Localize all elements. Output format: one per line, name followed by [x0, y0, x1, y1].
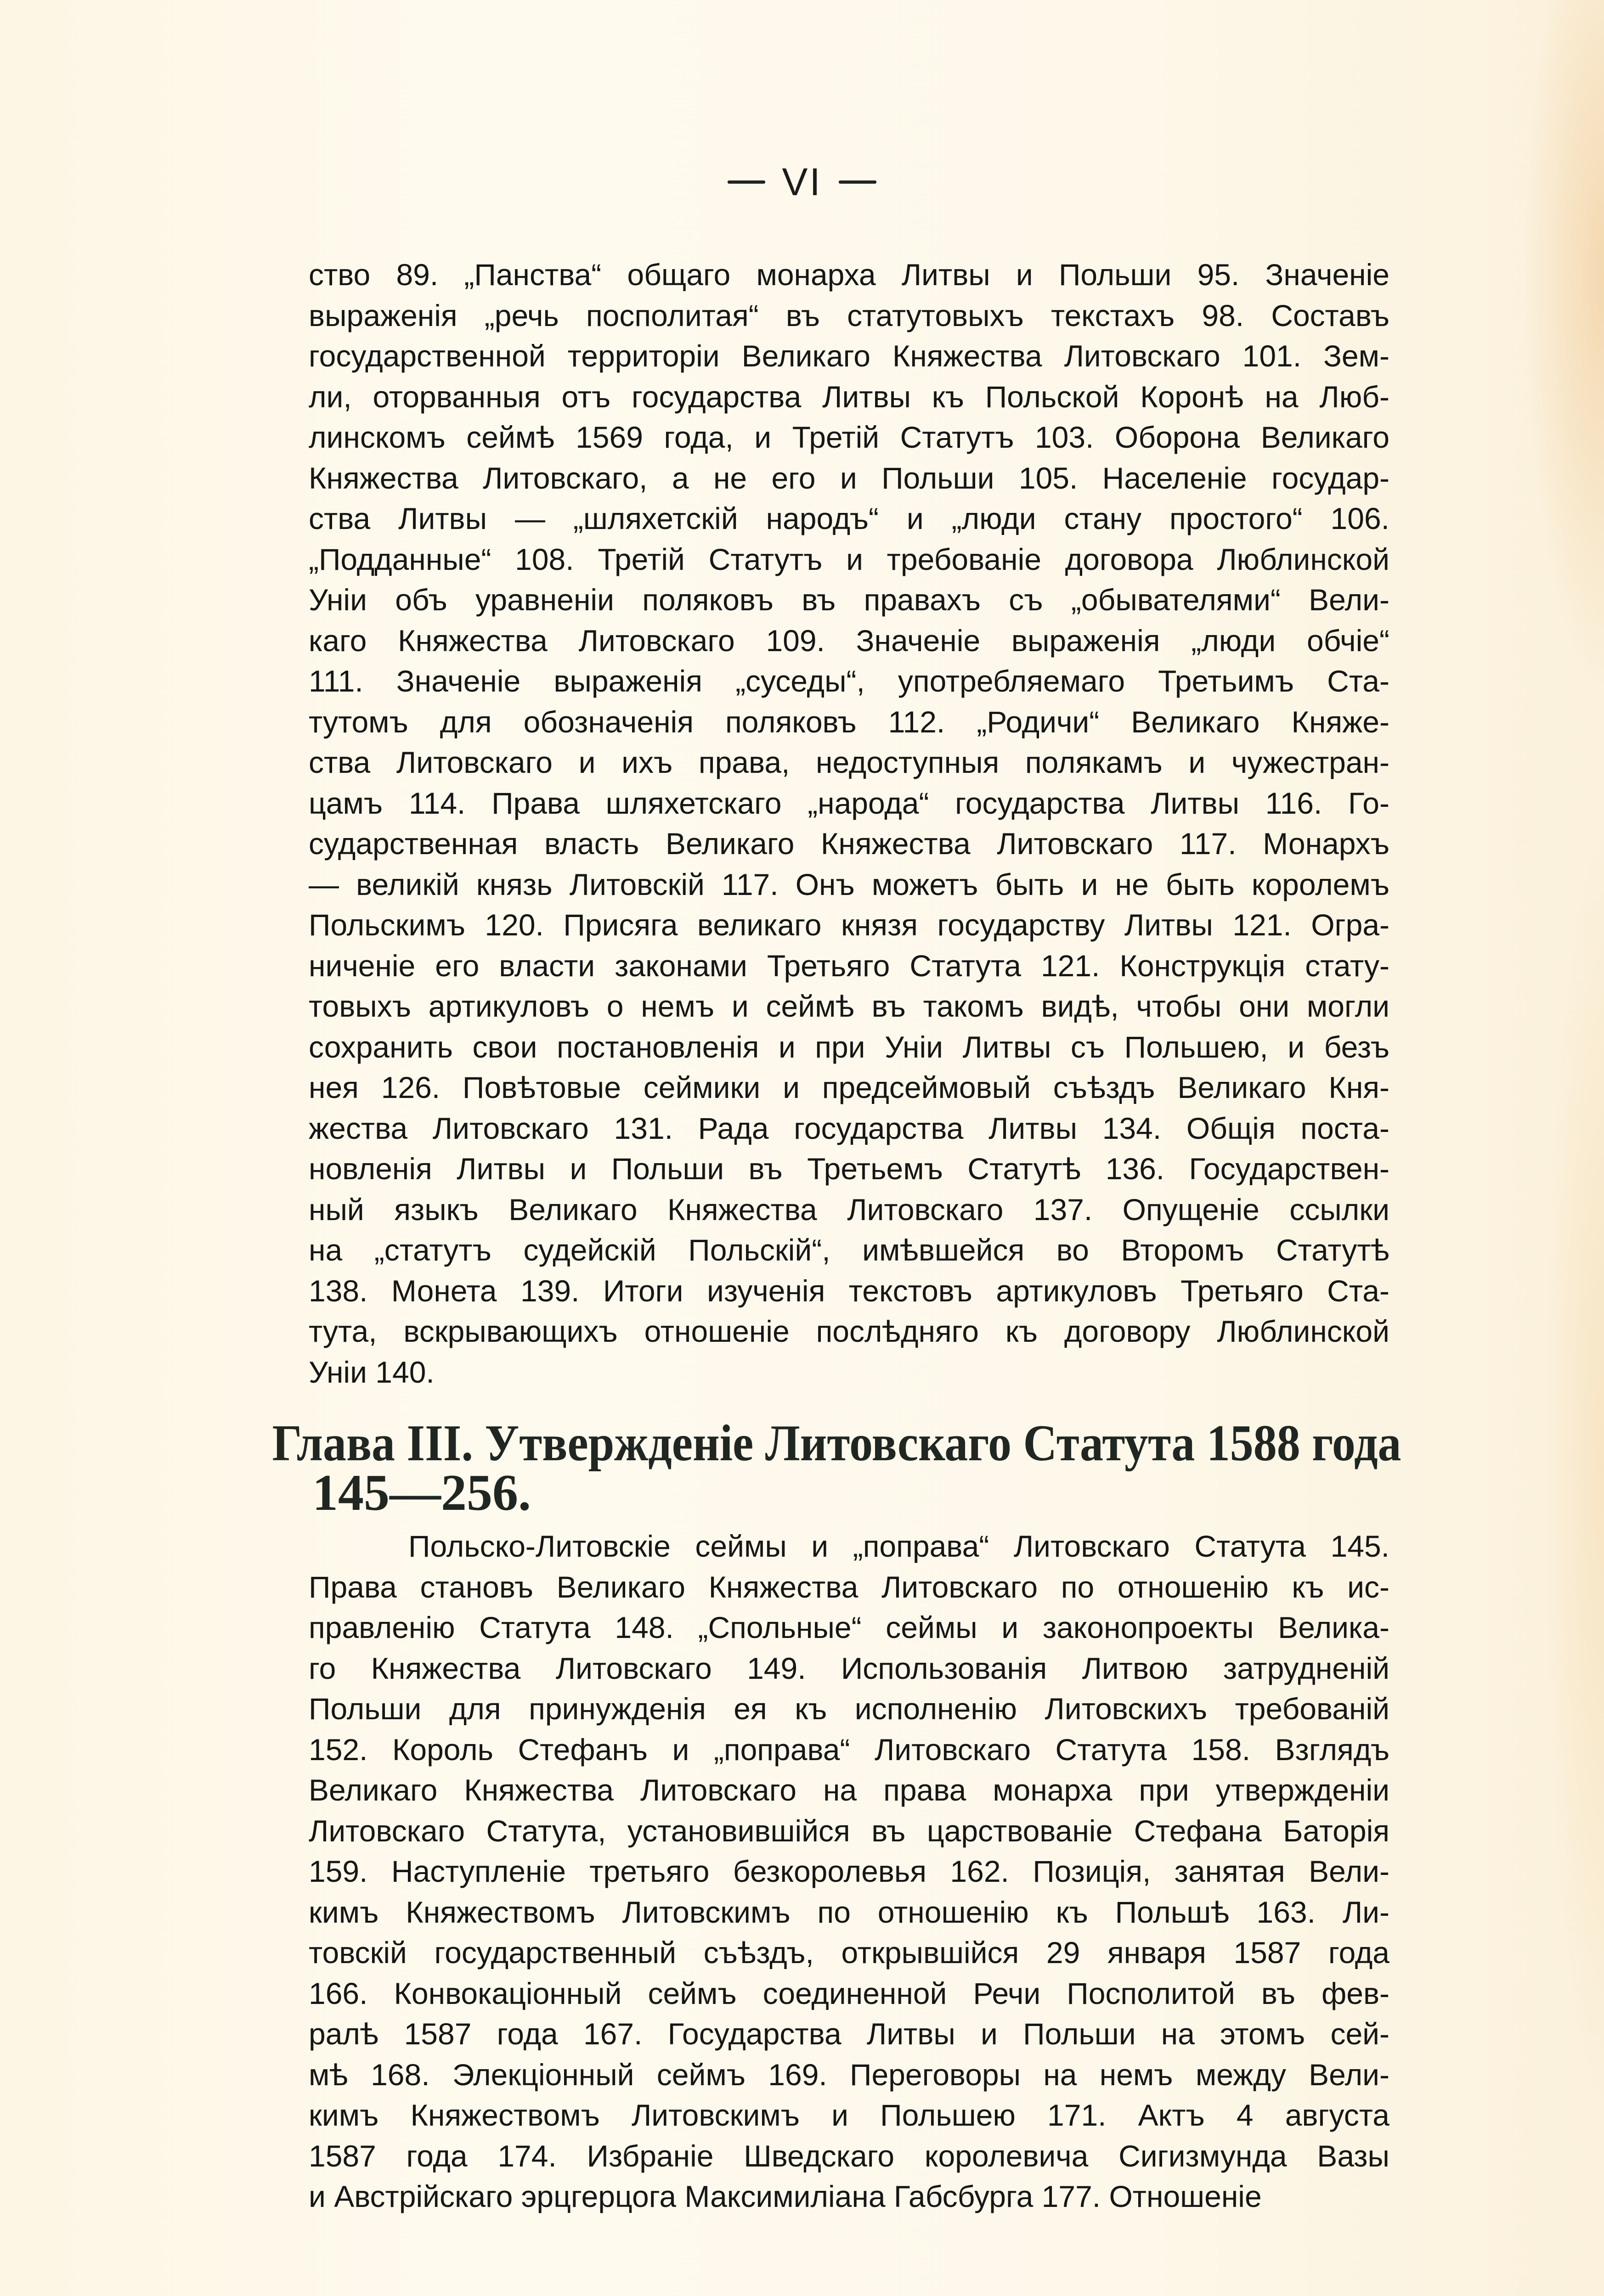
text-line: сохранить свои постановленія и при Уніи Литвы съ Польшею, и безъ: [309, 1030, 1389, 1064]
text-line: сударственная власть Великаго Княжества Литовскаго 117. Монархъ: [309, 827, 1389, 861]
text-line: мѣ 168. Элекціонный сеймъ 169. Переговоры на немъ между Вели-: [309, 2057, 1389, 2092]
text-line: 166. Конвокаціонный сеймъ соединенной Речи Посполитой въ фев-: [309, 1976, 1389, 2010]
text-line: ства Литвы — „шляхетскій народъ“ и „люди стану простого“ 106.: [309, 501, 1389, 535]
text-line: линскомъ сеймѣ 1569 года, и Третій Статутъ 103. Оборона Великаго: [309, 420, 1389, 454]
text-line: го Княжества Литовскаго 149. Использованія Литвою затрудненій: [309, 1651, 1389, 1685]
text-line: и Австрійскаго эрцгерцога Максимиліана Габсбурга 177. Отношеніе: [309, 2179, 1262, 2213]
text-line: 138. Монета 139. Итоги изученія текстовъ артикуловъ Третьяго Ста-: [309, 1273, 1389, 1308]
text-line: кимъ Княжествомъ Литовскимъ по отношенію къ Польшѣ 163. Ли-: [309, 1895, 1389, 1929]
text-line: Великаго Княжества Литовскаго на права монарха при утвержденіи: [309, 1773, 1389, 1807]
text-line: 159. Наступленіе третьяго безкоролевья 162. Позиція, занятая Вели-: [309, 1854, 1389, 1888]
text-line: — великій князь Литовскій 117. Онъ можетъ быть и не быть королемъ: [309, 867, 1389, 901]
text-line: товскій государственный съѣздъ, открывшійся 29 января 1587 года: [309, 1936, 1389, 1970]
text-line: 111. Значеніе выраженія „суседы“, употребляемаго Третьимъ Ста-: [309, 664, 1389, 698]
text-line: цамъ 114. Права шляхетскаго „народа“ государства Литвы 116. Го-: [309, 786, 1389, 820]
text-line: жества Литовскаго 131. Рада государства Литвы 134. Общія поста-: [309, 1111, 1389, 1145]
text-line: новленія Литвы и Польши въ Третьемъ Статутѣ 136. Государствен-: [309, 1152, 1389, 1186]
chapter-heading-page-range: 145—256.: [312, 1464, 531, 1521]
chapter-heading: Глава III. Утвержденіе Литовскаго Статута 1588 года: [272, 1415, 1401, 1472]
text-line: товыхъ артикуловъ о немъ и сеймѣ въ такомъ видѣ, чтобы они могли: [309, 989, 1389, 1023]
page-number: [0, 160, 1604, 204]
text-line: Уніи 140.: [309, 1355, 435, 1389]
text-line: ниченіе его власти законами Третьяго Статута 121. Конструкція стату-: [309, 948, 1389, 983]
folio-dash-left: [728, 180, 765, 184]
text-line: правленію Статута 148. „Спольные“ сеймы и законопроекты Велика-: [309, 1610, 1389, 1644]
text-line: государственной территоріи Великаго Княжества Литовскаго 101. Зем-: [309, 339, 1389, 373]
text-line: нея 126. Повѣтовые сеймики и предсеймовый съѣздъ Великаго Кня-: [309, 1070, 1389, 1104]
text-line: на „статутъ судейскій Польскій“, имѣвшейся во Второмъ Статутѣ: [309, 1233, 1389, 1267]
text-line: тута, вскрывающихъ отношеніе послѣдняго къ договору Люблинской: [309, 1314, 1389, 1348]
text-line: ство 89. „Панства“ общаго монарха Литвы и Польши 95. Значеніе: [309, 258, 1389, 292]
text-line: Польши для принужденія ея къ исполненію Литовскихъ требованій: [309, 1692, 1389, 1726]
text-line: Права становъ Великаго Княжества Литовскаго по отношенію къ ис-: [309, 1570, 1389, 1604]
text-line: ный языкъ Великаго Княжества Литовскаго 137. Опущеніе ссылки: [309, 1192, 1389, 1227]
text-line: Литовскаго Статута, установившійся въ царствованіе Стефана Баторія: [309, 1813, 1389, 1848]
text-line: выраженія „речь посполитая“ въ статутовыхъ текстахъ 98. Составъ: [309, 298, 1389, 332]
text-line: ли, оторванныя отъ государства Литвы къ Польской Коронѣ на Люб-: [309, 379, 1389, 414]
folio-dash-right: [839, 180, 876, 184]
text-line: ралѣ 1587 года 167. Государства Литвы и Польши на этомъ сей-: [309, 2017, 1389, 2051]
text-line: Польскимъ 120. Присяга великаго князя государству Литвы 121. Огра-: [309, 908, 1389, 942]
text-line: кимъ Княжествомъ Литовскимъ и Польшею 171. Актъ 4 августа: [309, 2098, 1389, 2132]
text-line: 152. Король Стефанъ и „поправа“ Литовскаго Статута 158. Взглядъ: [309, 1732, 1389, 1767]
page-number-text: VI: [782, 160, 822, 203]
text-line: „Подданные“ 108. Третій Статутъ и требованіе договора Люблинской: [309, 542, 1389, 576]
text-line: тутомъ для обозначенія поляковъ 112. „Родичи“ Великаго Княже-: [309, 704, 1389, 739]
text-line: Польско-Литовскіе сеймы и „поправа“ Литовскаго Статута 145.: [408, 1529, 1389, 1563]
text-line: каго Княжества Литовскаго 109. Значеніе выраженія „люди обчіе“: [309, 623, 1389, 658]
text-line: 1587 года 174. Избраніе Шведскаго королевича Сигизмунда Вазы: [309, 2138, 1389, 2173]
text-line: ства Литовскаго и ихъ права, недоступныя полякамъ и чужестран-: [309, 745, 1389, 779]
text-line: Уніи объ уравненіи поляковъ въ правахъ съ „обывателями“ Вели-: [309, 583, 1389, 617]
text-line: Княжества Литовскаго, а не его и Польши 105. Населеніе государ-: [309, 461, 1389, 495]
